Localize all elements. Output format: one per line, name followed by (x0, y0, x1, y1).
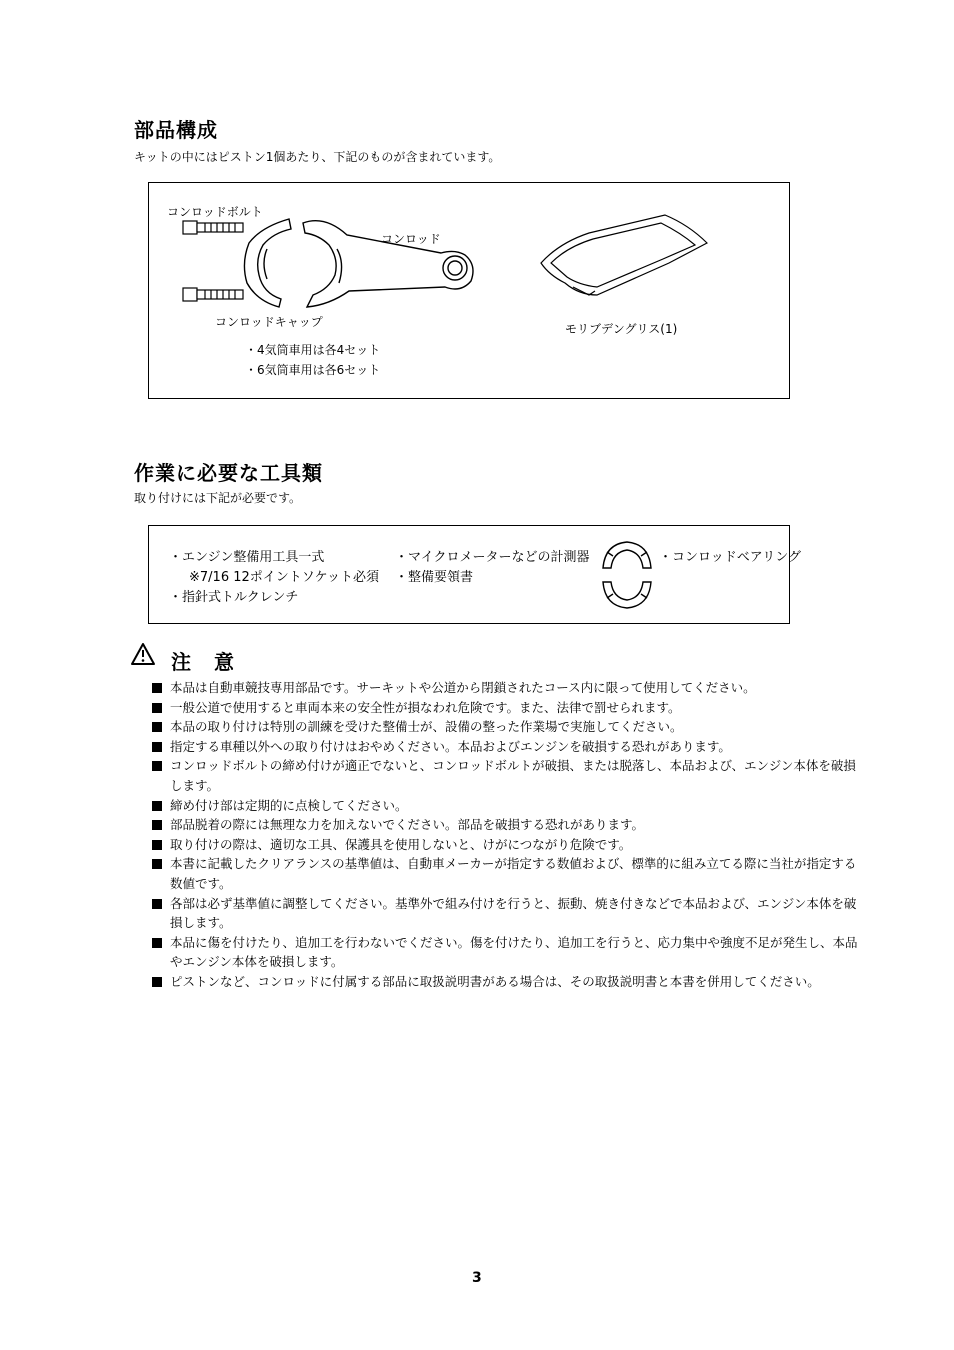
bullet-square-icon (152, 722, 162, 732)
rod-label: コンロッド (381, 232, 441, 246)
grease-illustration (541, 215, 707, 295)
caution-item: 本品の取り付けは特別の訓練を受けた整備士が、設備の整った作業場で実施してください。 (152, 717, 862, 737)
parts-subtitle: キットの中にはピストン1個あたり、下記のものが含まれています。 (134, 150, 501, 164)
bullet-square-icon (152, 742, 162, 752)
caution-item: 本品は自動車競技専用部品です。サーキットや公道から閉鎖されたコース内に限って使用してください。 (152, 678, 862, 698)
page-number: 3 (472, 1270, 482, 1286)
bullet-square-icon (152, 703, 162, 713)
bullet-square-icon (152, 801, 162, 811)
tools-subtitle: 取り付けには下記が必要です。 (134, 491, 302, 505)
rod-illustration (303, 221, 473, 307)
caution-item: 締め付け部は定期的に点検してください。 (152, 796, 862, 816)
caution-item: コンロッドボルトの締め付けが適正でないと、コンロッドボルトが破損、または脱落し、本品および、エンジン本体を破損します。 (152, 756, 862, 795)
tool-bearing: ・コンロッドベアリング (659, 550, 801, 565)
caution-item: 取り付けの際は、適切な工具、保護具を使用しないと、けがにつながり危険です。 (152, 835, 862, 855)
cap-illustration (244, 219, 291, 307)
caution-item: 指定する車種以外への取り付けはおやめください。本品およびエンジンを破損する恐れがあります。 (152, 737, 862, 757)
bolt-label: コンロッドボルト (167, 205, 263, 219)
bullet-square-icon (152, 899, 162, 909)
bolt-illustration (183, 221, 243, 301)
caution-item: 一般公道で使用すると車両本来の安全性が損なわれ危険です。また、法律で罰せられます。 (152, 698, 862, 718)
grease-label: モリブデングリス(1) (565, 322, 678, 336)
parts-illustration (149, 183, 789, 398)
bearing-illustration (599, 538, 655, 614)
tool-socket-note: ※7/16 12ポイントソケット必須 (189, 570, 379, 585)
bullet-square-icon (152, 977, 162, 987)
bullet-square-icon (152, 683, 162, 693)
bullet-square-icon (152, 938, 162, 948)
tool-engine-set: ・エンジン整備用工具一式 (169, 550, 325, 565)
caution-item: 本品に傷を付けたり、追加工を行わないでください。傷を付けたり、追加工を行うと、応力集中や強度不足が発生し、本品やエンジン本体を破損します。 (152, 933, 862, 972)
caution-list (152, 678, 862, 992)
cap-label: コンロッドキャップ (215, 315, 323, 329)
tool-torque-wrench: ・指針式トルクレンチ (169, 590, 299, 605)
set4-note: ・4気筒車用は各4セット (245, 343, 381, 357)
tool-micrometer: ・マイクロメーターなどの計測器 (395, 550, 590, 565)
caution-item: 本書に記載したクリアランスの基準値は、自動車メーカーが指定する数値および、標準的に組み立てる際に当社が指定する数値です。 (152, 854, 862, 893)
tools-title: 作業に必要な工具類 (134, 461, 323, 485)
parts-box (148, 182, 790, 399)
tools-box (148, 525, 801, 624)
bullet-square-icon (152, 840, 162, 850)
caution-item: 各部は必ず基準値に調整してください。基準外で組み付けを行うと、振動、焼き付きなどで本品および、エンジン本体を破損します。 (152, 894, 862, 933)
bullet-square-icon (152, 761, 162, 771)
caution-item: 部品脱着の際には無理な力を加えないでください。部品を破損する恐れがあります。 (152, 815, 862, 835)
bullet-square-icon (152, 820, 162, 830)
caution-item: ピストンなど、コンロッドに付属する部品に取扱説明書がある場合は、その取扱説明書と本書を併用してください。 (152, 972, 862, 992)
set6-note: ・6気筒車用は各6セット (245, 363, 381, 377)
caution-title: 注 意 (171, 650, 242, 674)
bullet-square-icon (152, 859, 162, 869)
tool-manual: ・整備要領書 (395, 570, 474, 585)
parts-title: 部品構成 (134, 118, 218, 142)
warning-triangle-icon (130, 642, 156, 666)
